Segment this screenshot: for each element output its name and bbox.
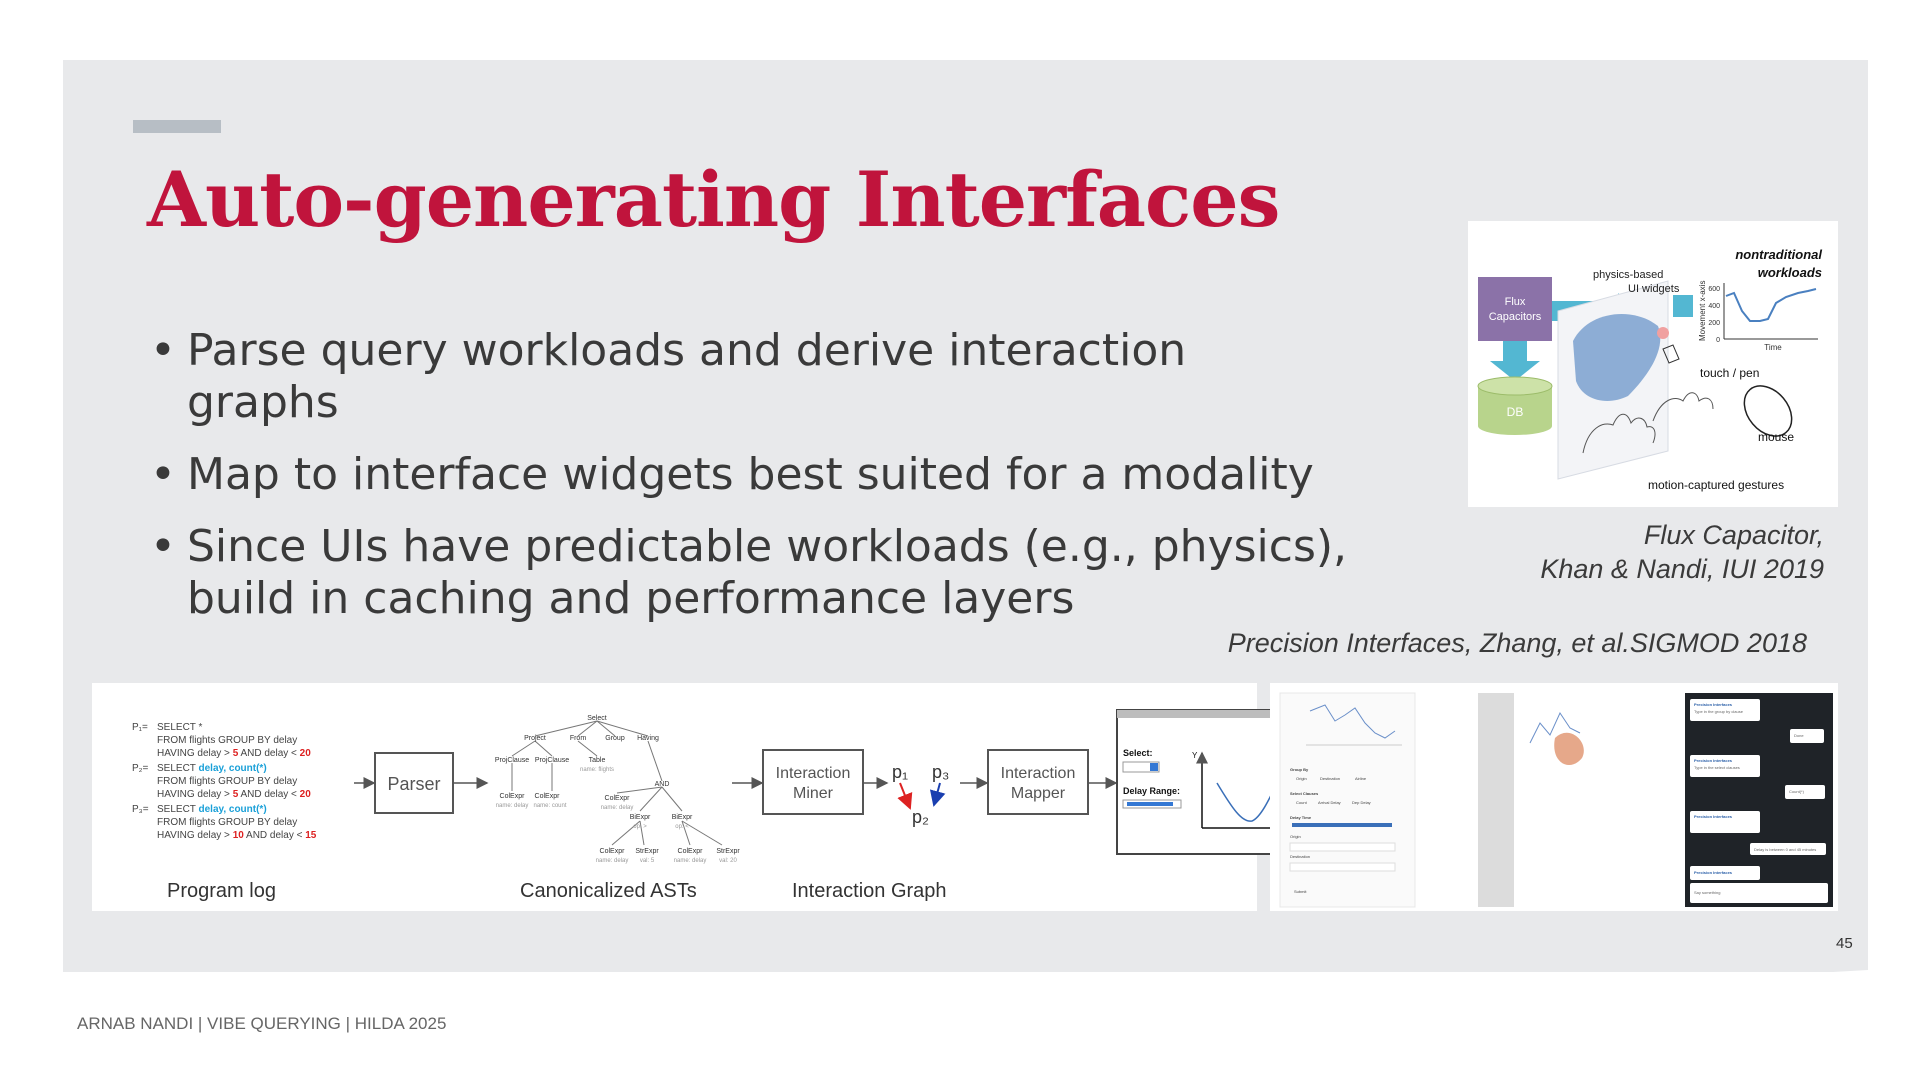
query-from: FROM flights GROUP BY delay [157,817,298,828]
ast-value: name: delay [495,803,529,809]
svg-text:HAVING delay > 10 AND delay < [157,830,317,841]
form-label: Count [1296,800,1307,805]
chat-header: Precision Interfaces [1694,758,1733,763]
p2-label: p₂ [912,807,929,827]
interaction-graph-label: Interaction Graph [792,880,947,902]
slide-title: Auto-generating Interfaces [147,155,1280,244]
form-label: Destination [1290,854,1311,859]
tick-label: 0 [1716,337,1720,344]
tick-label: 400 [1708,303,1720,310]
query-id: P₁= [132,722,148,733]
query-having-and: AND delay < [243,830,306,841]
query-select: SELECT [157,804,199,815]
canonicalized-asts-label: Canonicalized ASTs [520,880,697,902]
svg-text:HAVING delay > 5 AND delay < 2 [157,748,311,759]
query-value: 5 [232,748,239,759]
ast-value: val: 20 [719,858,737,864]
ast-node: ProjClause [494,757,530,764]
chat-message: Count(*) [1789,789,1804,794]
form-label: Origin [1290,834,1301,839]
widget-select-label: Select: [1123,748,1153,758]
query-value: 20 [299,748,311,759]
red-edge-arrow-icon [900,783,910,808]
query-select: SELECT [157,763,199,774]
widget-y-label: Y [1192,751,1198,760]
query-p1 [132,722,311,759]
movement-axis-label: Movement x-axis [1698,280,1707,341]
ast-value: val: 5 [639,858,655,864]
interaction-miner-box [763,750,863,814]
destination-input [1290,863,1395,871]
range-slider-fill [1127,802,1173,806]
form-label: Select Clauses [1290,791,1319,796]
down-arrow-icon [1490,341,1540,381]
query-select-cols: delay, count(*) [198,763,267,774]
physics-line2: UI widgets [1628,283,1680,295]
title-accent-bar [133,120,221,133]
flux-caption-line2: Khan & Nandi, IUI 2019 [1540,554,1824,584]
query-having: HAVING delay > [157,748,233,759]
flux-caption-line1: Flux Capacitor, [1643,520,1824,550]
query-from: FROM flights GROUP BY delay [157,776,298,787]
svg-text:HAVING delay > 5 AND delay < 2 [157,789,311,800]
touch-pen-label: touch / pen [1700,366,1760,380]
query-id: P₂= [132,763,149,774]
chat-header: Precision Interfaces [1694,870,1733,875]
svg-text:SELECT delay, count(*) [157,804,267,815]
ast-value: name: delay [673,858,707,864]
miner-line1: Interaction [775,765,851,782]
parser-label: Parser [387,774,441,794]
form-label: Submit [1294,889,1307,894]
ast-node: Group [605,735,625,742]
interaction-mapper-box [988,750,1088,814]
precision-interfaces-screens [1270,683,1838,911]
chat-message: Type in the select clauses [1694,765,1740,770]
chat-input-placeholder: Say something [1694,890,1721,895]
ast-node: StrExpr [635,848,659,855]
ast-node: Select [587,715,607,722]
query-from: FROM flights GROUP BY delay [157,735,298,746]
ast-node: BiExpr [671,814,693,821]
tick-label: 200 [1708,320,1720,327]
bullet-item: • Map to interface widgets best suited for a modality [150,449,1350,501]
mapper-line2: Mapper [1010,785,1066,802]
widget-connector [1673,295,1693,317]
form-label: Dep Delay [1352,800,1371,805]
chat-message: Delay is between 0 and 45 minutes [1754,847,1817,852]
origin-input [1290,843,1395,851]
form-label: Arrival Delay [1318,800,1341,805]
gestures-label: motion-captured gestures [1648,478,1785,492]
query-select-cols: delay, count(*) [198,804,267,815]
time-label: Time [1764,343,1782,352]
query-value: 20 [299,789,311,800]
db-cylinder-top [1478,377,1552,395]
p3-label: p₃ [932,762,950,782]
query-id: P₃= [132,804,149,815]
chat-message: Done [1794,733,1804,738]
form-label: Airline [1355,776,1367,781]
flux-capacitor-figure [1468,221,1838,507]
pipeline-figure [92,683,1257,911]
ast-node: BiExpr [629,814,651,821]
form-label: Origin [1296,776,1307,781]
blue-edge-arrow-icon [934,783,940,805]
delay-slider [1292,823,1392,827]
chat-header: Precision Interfaces [1694,702,1733,707]
ast-node: Having [637,735,659,742]
miner-line2: Miner [792,785,834,802]
db-cylinder-bottom [1478,417,1552,435]
chat-message: Type in the group by clause [1694,709,1743,714]
query-value: 10 [232,830,244,841]
query-select: SELECT * [157,722,203,733]
query-value: 5 [232,789,239,800]
ast-value: op: < [675,824,689,830]
ast-node: ColExpr [499,793,525,800]
dropdown-chevron-icon [1150,763,1158,771]
ast-node: ProjClause [534,757,570,764]
widget-delay-range-label: Delay Range: [1123,786,1181,796]
ast-node: ColExpr [599,848,625,855]
ast-node: AND [654,781,670,788]
nontraditional-line2: workloads [1757,265,1822,280]
query-value: 15 [305,830,317,841]
form-label: Delay Time [1290,815,1312,820]
bullet-list [150,325,1350,645]
ast-node: ColExpr [604,795,630,802]
ast-node: StrExpr [716,848,740,855]
bullet-item: • Parse query workloads and derive interaction graphs [150,325,1350,429]
query-p2 [132,763,311,800]
mouse-label: mouse [1758,430,1795,444]
ast-value: name: count [533,803,567,809]
chat-header: Precision Interfaces [1694,814,1733,819]
ast-node: Project [524,735,546,742]
query-having: HAVING delay > [157,789,233,800]
slide-footer: ARNAB NANDI | VIBE QUERYING | HILDA 2025 [77,1014,447,1033]
ast-value: name: delay [600,805,634,811]
flux-capacitors-box [1478,277,1552,341]
touch-screen-sidebar [1478,693,1514,907]
ast-node: ColExpr [534,793,560,800]
precision-caption: Precision Interfaces, Zhang, et al.SIGMOD 2018 [1227,628,1807,658]
ast-value: op: > [633,824,647,830]
tick-label: 600 [1708,286,1720,293]
movement-line [1726,289,1816,321]
program-log-label: Program log [167,880,276,902]
slide-number: 45 [1836,935,1853,952]
db-label: DB [1506,405,1524,419]
query-having: HAVING delay > [157,830,233,841]
touch-hand-icon [1554,733,1584,765]
flux-box-line2: Capacitors [1488,311,1542,323]
query-having-and: AND delay < [238,748,300,759]
ast-value: name: delay [595,858,629,864]
svg-text:SELECT * [157,722,202,733]
physics-line1: physics-based [1593,269,1664,281]
ast-value: name: flights [579,767,615,773]
touch-point-marker [1657,327,1669,339]
mapper-line1: Interaction [1000,765,1076,782]
ast-node: ColExpr [677,848,703,855]
ast-node: From [569,735,587,742]
query-having-and: AND delay < [238,789,300,800]
form-label: Group By [1290,767,1309,772]
form-label: Destination [1320,776,1341,781]
query-p3 [132,804,317,841]
flux-box-line1: Flux [1504,296,1526,308]
bullet-item: • Since UIs have predictable workloads (e.g., physics), build in caching and performance layers [150,521,1350,625]
ast-node: Table [588,757,606,764]
svg-text:SELECT delay, count(*) [157,763,267,774]
p1-label: p₁ [892,762,909,782]
nontraditional-line1: nontraditional [1735,247,1822,262]
